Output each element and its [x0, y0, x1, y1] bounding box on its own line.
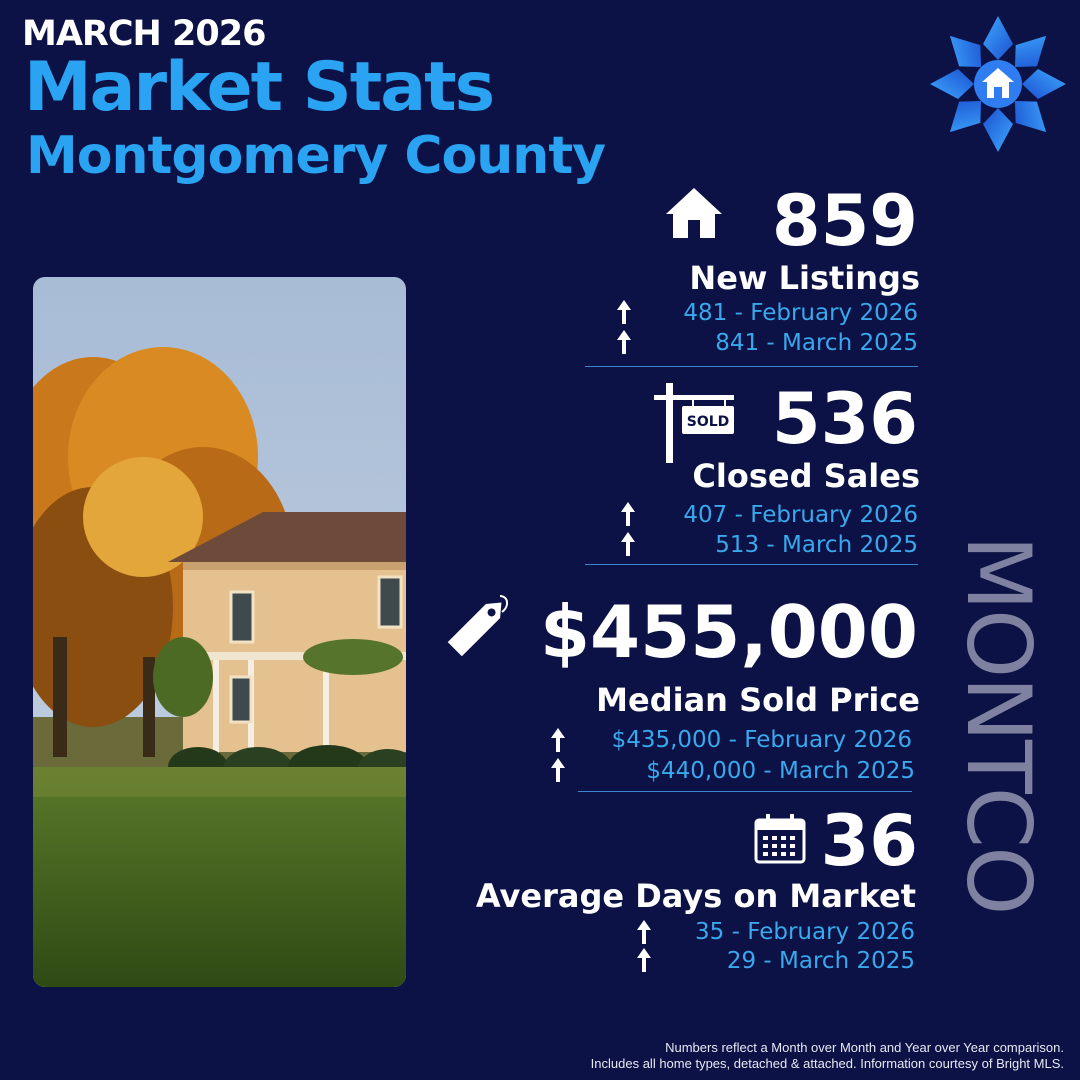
closed-sales-prev-month: 407 - February 2026 [683, 502, 918, 528]
sold-sign-icon [654, 383, 736, 463]
closed-sales-prev-year: 513 - March 2025 [715, 532, 918, 558]
new-listings-label: New Listings [689, 259, 920, 297]
arrow-up-icon [550, 758, 566, 782]
arrow-up-icon [636, 920, 652, 944]
arrow-up-icon [616, 300, 632, 324]
footnote-line-2: Includes all home types, detached & attached. Information courtesy of Bright MLS. [590, 1056, 1064, 1071]
new-listings-prev-month: 481 - February 2026 [683, 300, 918, 326]
new-listings-value: 859 [771, 180, 918, 262]
calendar-icon [754, 814, 806, 864]
divider [585, 366, 918, 367]
report-month: MARCH 2026 [22, 14, 266, 54]
sold-sign-text: SOLD [686, 414, 730, 430]
days-on-market-prev-year: 29 - March 2025 [726, 948, 915, 974]
montco-side-text: MONTCO [947, 535, 1050, 914]
arrow-up-icon [616, 330, 632, 354]
footnote [591, 1040, 1064, 1072]
snowflake-house-logo [928, 14, 1068, 154]
price-tag-icon [440, 592, 512, 664]
days-on-market-value: 36 [820, 800, 918, 882]
closed-sales-value: 536 [771, 378, 918, 460]
county-name: Montgomery County [26, 126, 606, 186]
page-title: Market Stats [24, 48, 494, 127]
arrow-up-icon [620, 532, 636, 556]
new-listings-prev-year: 841 - March 2025 [715, 330, 918, 356]
days-on-market-prev-month: 35 - February 2026 [695, 919, 915, 945]
arrow-up-icon [620, 502, 636, 526]
footnote-line-1: Numbers reflect a Month over Month and Year over Year comparison. [665, 1040, 1064, 1055]
farmhouse-photo [33, 277, 406, 987]
arrow-up-icon [636, 948, 652, 972]
median-price-value: $455,000 [539, 590, 918, 674]
divider [585, 564, 918, 565]
house-icon [664, 186, 724, 240]
divider [578, 791, 912, 792]
median-price-prev-month: $435,000 - February 2026 [611, 727, 912, 753]
arrow-up-icon [550, 728, 566, 752]
closed-sales-label: Closed Sales [692, 457, 920, 495]
median-price-prev-year: $440,000 - March 2025 [646, 758, 915, 784]
days-on-market-label: Average Days on Market [475, 877, 916, 915]
median-price-label: Median Sold Price [596, 681, 920, 719]
